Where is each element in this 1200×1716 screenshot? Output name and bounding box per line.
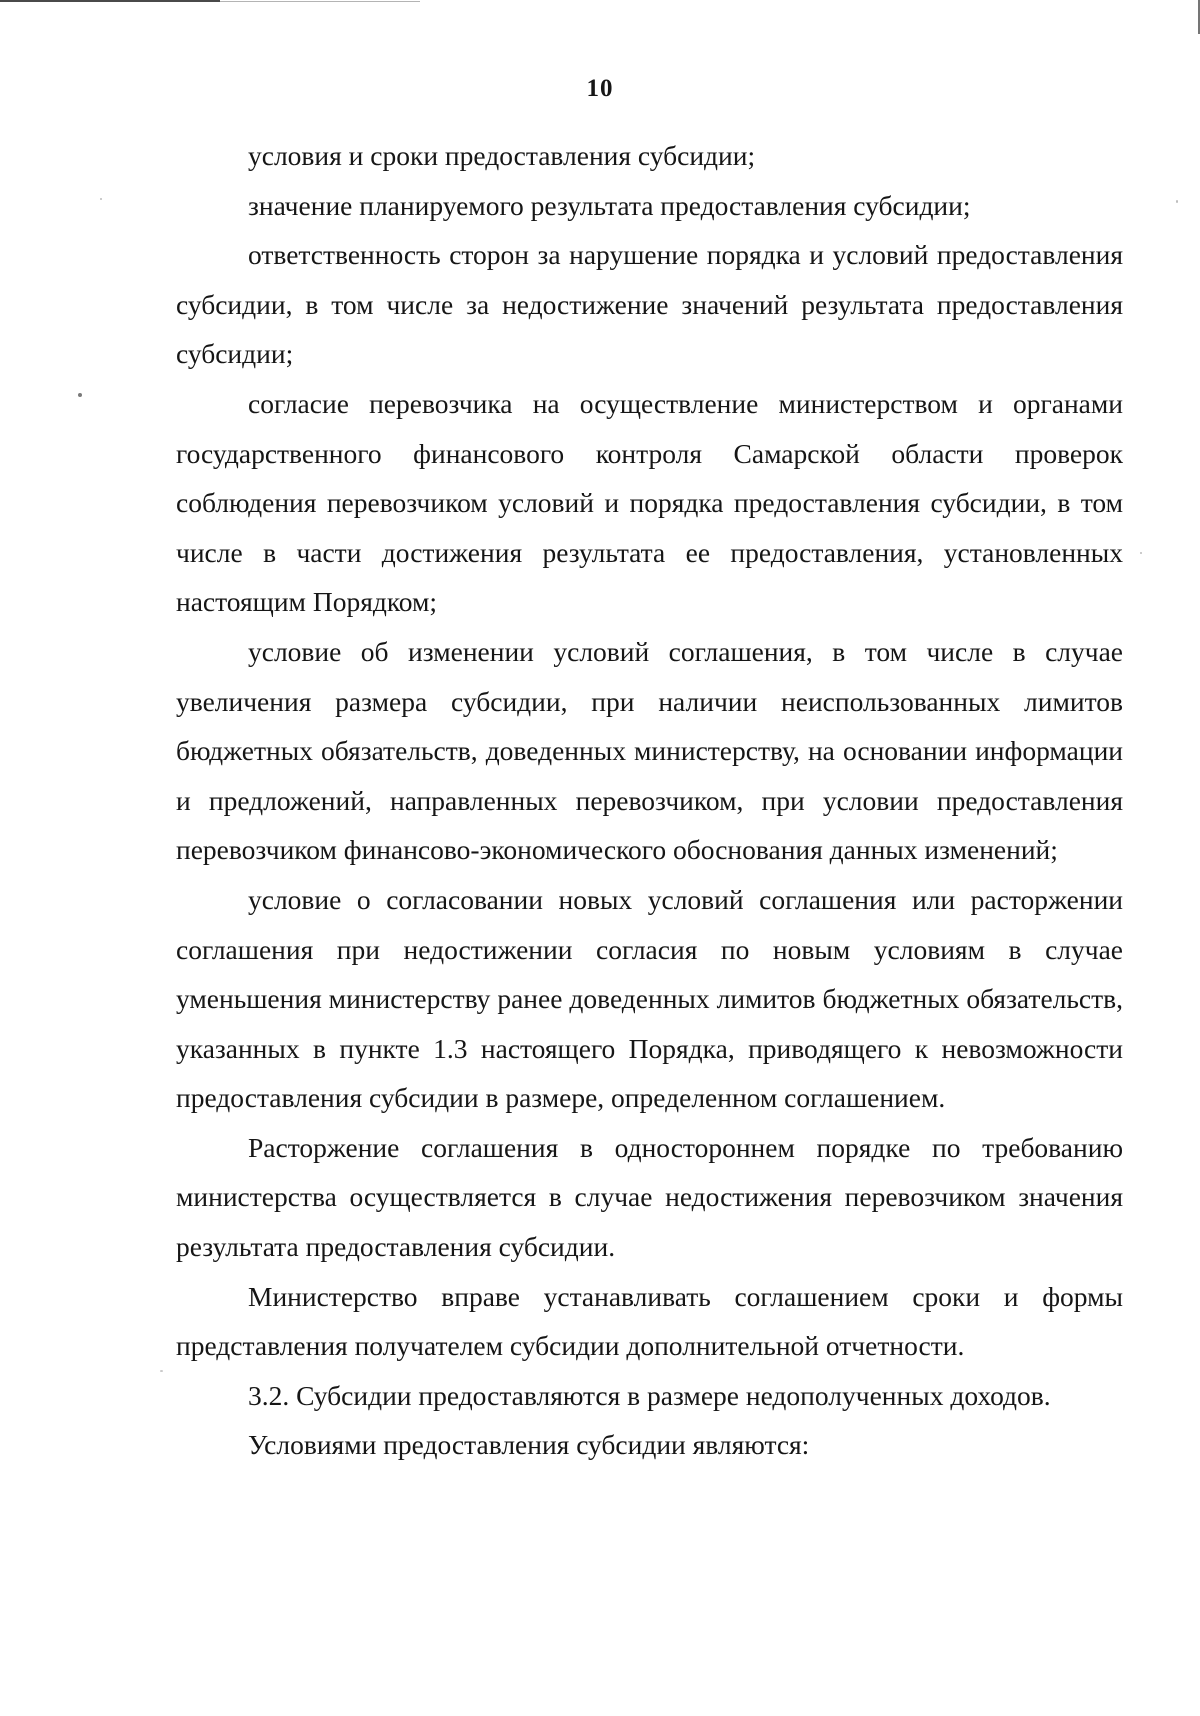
paragraph: Условиями предоставления субсидии являются:: [248, 1429, 810, 1461]
scan-speck: [1176, 200, 1178, 203]
scan-speck: [100, 198, 102, 200]
paragraph: условие об изменении условий соглашения, в том числе в случае увеличения размера субсидии, при наличии неиспользованных лимитов бюджетных обязательств, доведенных министерству, на основании информации и предложений, направленных перевозчиком, при условии предоставления перевозчиком финансово-экономического обоснования данных изменений;: [176, 635, 1123, 866]
paragraph: условие о согласовании новых условий соглашения или расторжении соглашения при недостижении согласия по новым условиям в случае уменьшения министерству ранее доведенных лимитов бюджетных обязательств, указанных в пункте 1.3 настоящего Порядка, приводящего к невозможности предоставления субсидии в размере, определенном соглашением.: [176, 883, 1123, 1114]
document-body: [176, 131, 1123, 1470]
scan-edge-mark: [0, 0, 220, 2]
paragraph: ответственность сторон за нарушение порядка и условий предоставления субсидии, в том числе за недостижение значений результата предоставления субсидии;: [176, 239, 1123, 370]
paragraph: условия и сроки предоставления субсидии;: [248, 140, 756, 171]
scan-speck: [160, 1370, 163, 1372]
paragraph: значение планируемого результата предоставления субсидии;: [248, 189, 971, 221]
paragraph: Министерство вправе устанавливать соглашением сроки и формы представления получателем субсидии дополнительной отчетности.: [176, 1280, 1123, 1362]
paragraph: Расторжение соглашения в одностороннем порядке по требованию министерства осуществляется в случае недостижения перевозчиком значения результата предоставления субсидии.: [176, 1131, 1123, 1263]
scan-edge-mark: [220, 1, 420, 2]
paragraph: 3.2. Субсидии предоставляются в размере недополученных доходов.: [248, 1379, 1051, 1411]
scan-speck: [78, 393, 82, 397]
paragraph: согласие перевозчика на осуществление министерством и органами государственного финансового контроля Самарской области проверок соблюдения перевозчиком условий и порядка предоставления субсидии, в том числе в части достижения результата ее предоставления, установленных настоящим Порядком;: [176, 387, 1123, 618]
page-number: 10: [586, 75, 614, 102]
scan-speck: [1140, 552, 1142, 554]
